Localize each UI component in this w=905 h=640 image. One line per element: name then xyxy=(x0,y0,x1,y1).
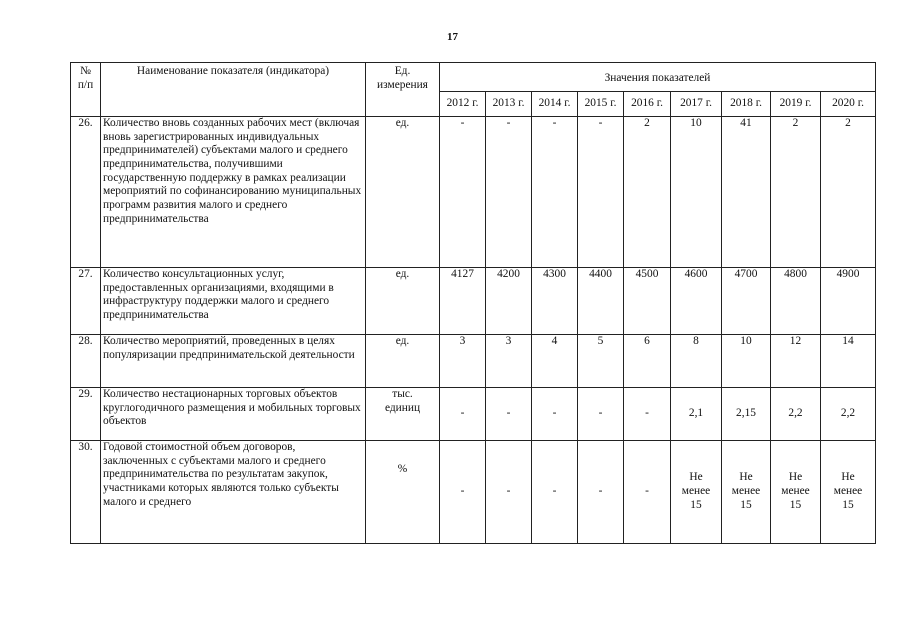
row-value: 4300 xyxy=(532,268,578,335)
row-value: - xyxy=(440,117,486,268)
row-value: 4400 xyxy=(578,268,624,335)
row-value: 3 xyxy=(440,335,486,388)
table-row xyxy=(71,117,876,268)
row-num: 27. xyxy=(71,268,101,335)
page-number: 17 xyxy=(447,31,458,43)
row-value: 4 xyxy=(532,335,578,388)
header-year: 2012 г. xyxy=(440,92,486,117)
header-num: № п/п xyxy=(71,63,101,117)
row-indicator-name: Количество вновь созданных рабочих мест (включая вновь зарегистрированных индивидуальных предпринимателей) субъектами малого и среднего предпринимательства, получившими государственную поддержку в рамках реализации мероприятий по софинансированию муниципальных программ развития малого и среднего предпринимательства xyxy=(101,117,366,268)
row-value: Не менее 15 xyxy=(722,441,771,544)
row-unit: % xyxy=(366,441,440,544)
row-indicator-name: Количество нестационарных торговых объектов круглогодичного размещения и мобильных торговых объектов xyxy=(101,388,366,441)
header-year: 2020 г. xyxy=(821,92,876,117)
row-value: 2,15 xyxy=(722,388,771,441)
row-value: - xyxy=(532,117,578,268)
table-row xyxy=(71,441,876,544)
header-year: 2019 г. xyxy=(771,92,821,117)
row-value: - xyxy=(578,117,624,268)
row-value: 3 xyxy=(486,335,532,388)
row-value: - xyxy=(486,388,532,441)
header-values: Значения показателей xyxy=(440,63,876,92)
row-value: 2 xyxy=(821,117,876,268)
row-value: - xyxy=(486,117,532,268)
row-indicator-name: Количество мероприятий, проведенных в целях популяризации предпринимательской деятельности xyxy=(101,335,366,388)
row-value: 41 xyxy=(722,117,771,268)
row-unit: тыс. единиц xyxy=(366,388,440,441)
row-value: 4127 xyxy=(440,268,486,335)
row-unit: ед. xyxy=(366,268,440,335)
row-value: 10 xyxy=(722,335,771,388)
header-unit: Ед. измерения xyxy=(366,63,440,117)
row-value: Не менее 15 xyxy=(821,441,876,544)
header-year: 2017 г. xyxy=(671,92,722,117)
row-value: 4700 xyxy=(722,268,771,335)
row-indicator-name: Годовой стоимостной объем договоров, заключенных с субъектами малого и среднего предпринимательства по результатам закупок, участниками которых являются только субъекты малого и среднего xyxy=(101,441,366,544)
header-year: 2013 г. xyxy=(486,92,532,117)
row-value: - xyxy=(624,441,671,544)
row-value: - xyxy=(486,441,532,544)
indicators-table xyxy=(70,62,876,544)
table-row xyxy=(71,268,876,335)
row-value: 5 xyxy=(578,335,624,388)
row-value: - xyxy=(578,388,624,441)
row-value: 12 xyxy=(771,335,821,388)
row-unit: ед. xyxy=(366,117,440,268)
row-value: 10 xyxy=(671,117,722,268)
row-value: Не менее 15 xyxy=(771,441,821,544)
row-value: 2,1 xyxy=(671,388,722,441)
row-value: - xyxy=(440,388,486,441)
header-name: Наименование показателя (индикатора) xyxy=(101,63,366,117)
row-value: 14 xyxy=(821,335,876,388)
header-year: 2018 г. xyxy=(722,92,771,117)
header-row xyxy=(71,63,876,92)
header-year: 2016 г. xyxy=(624,92,671,117)
row-value: - xyxy=(532,388,578,441)
row-value: - xyxy=(532,441,578,544)
table-row xyxy=(71,388,876,441)
row-value: - xyxy=(578,441,624,544)
table-row xyxy=(71,335,876,388)
row-value: 2 xyxy=(624,117,671,268)
row-value: 8 xyxy=(671,335,722,388)
row-value: 2 xyxy=(771,117,821,268)
row-value: 4600 xyxy=(671,268,722,335)
header-year: 2015 г. xyxy=(578,92,624,117)
row-value: - xyxy=(624,388,671,441)
row-num: 29. xyxy=(71,388,101,441)
row-value: 4500 xyxy=(624,268,671,335)
row-unit: ед. xyxy=(366,335,440,388)
row-value: 4800 xyxy=(771,268,821,335)
row-num: 28. xyxy=(71,335,101,388)
row-value: Не менее 15 xyxy=(671,441,722,544)
row-value: - xyxy=(440,441,486,544)
row-value: 4200 xyxy=(486,268,532,335)
row-num: 30. xyxy=(71,441,101,544)
row-value: 2,2 xyxy=(771,388,821,441)
row-value: 6 xyxy=(624,335,671,388)
header-year: 2014 г. xyxy=(532,92,578,117)
row-num: 26. xyxy=(71,117,101,268)
row-indicator-name: Количество консультационных услуг, предоставленных организациями, входящими в инфраструктуру поддержки малого и среднего предпринимательства xyxy=(101,268,366,335)
row-value: 4900 xyxy=(821,268,876,335)
row-value: 2,2 xyxy=(821,388,876,441)
